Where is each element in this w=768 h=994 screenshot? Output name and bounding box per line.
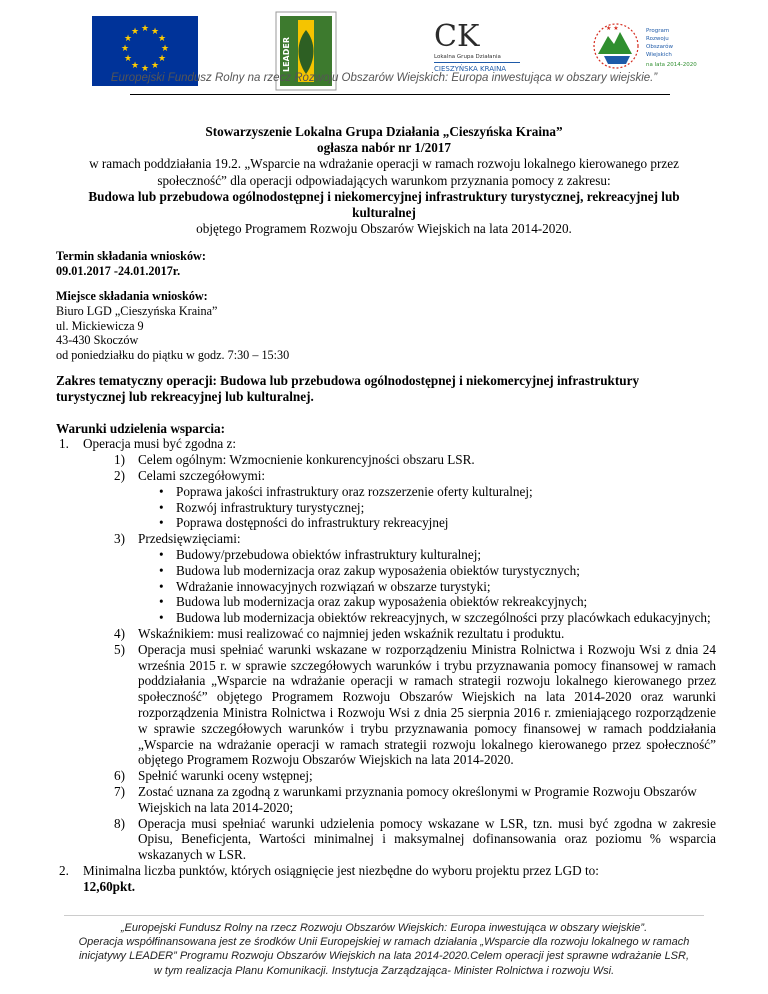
list-item: • Wdrażanie innowacyjnych rozwiązań w obszarze turystyki; [159,578,491,594]
min-points-value: 12,60pkt. [83,878,136,894]
svg-text:★: ★ [160,44,170,54]
svg-text:★: ★ [123,34,133,44]
scope-line-2: turystycznej lub rekreacyjnej lub kulturalnej. [56,388,314,404]
list-item: 4) Wskaźnikiem: musi realizować co najmniej jeden wskaźnik rezultatu i produktu. [114,625,565,641]
list-item: • Poprawa jakości infrastruktury oraz rozszerzenie oferty kulturalnej; [159,483,533,499]
footer [0,921,768,978]
deadline-section [56,249,206,279]
title-programme: objętego Programem Rozwoju Obszarów Wiejskich na lata 2014-2020. [196,221,572,237]
deadline-label: Termin składania wniosków: [56,249,206,263]
min-points-text: Minimalna liczba punktów, których osiągnięcie jest niezbędne do wyboru projektu przez LGD to: [83,862,599,878]
list-item: 8) Operacja musi spełniać warunki udzielenia pomocy wskazane w LSR, tzn. musi być zgodna w zakresie Opisu, Beneficjenta, Wartości minimalnej i maksymalnej dofinansowania oraz poziomu % wsparcia wskazanych w LSR. [114,815,716,863]
scope-line-1: Zakres tematyczny operacji: Budowa lub przebudowa ogólnodostępnej i niekomercyjnej infrastruktury [56,373,640,388]
svg-text:★: ★ [123,54,133,64]
place-street: ul. Mickiewicza 9 [56,318,144,333]
list-item: 1) Celem ogólnym: Wzmocnienie konkurencyjności obszaru LSR. [114,452,475,468]
place-city: 43-430 Skoczów [56,333,139,348]
footer-line-3: inicjatywy LEADER” Programu Rozwoju Obszarów Wiejskich na lata 2014-2020.Celem operacji jest sprawne wdrażanie LSR, [78,950,690,963]
svg-text:Lokalna Grupa Działania: Lokalna Grupa Działania [434,54,501,60]
svg-text:★ ★: ★ ★ [606,25,619,32]
title-measure-line-2: społeczność” dla operacji odpowiadających warunkom przyznania pomocy z zakresu: [157,172,611,188]
svg-text:★: ★ [130,61,140,71]
svg-text:Rozwoju: Rozwoju [646,36,669,42]
title-scope-line-2: kulturalnej [352,205,416,221]
list-item: • Budowy/przebudowa obiektów infrastruktury kulturalnej; [159,546,482,562]
ck-logo [432,14,522,78]
header-motto: Europejski Fundusz Rolny na rzecz Rozwoju Obszarów Wiejskich: Europa inwestująca w obszary wiejskie.” [110,72,658,84]
svg-text:CIESZYŃSKA KRAINA: CIESZYŃSKA KRAINA [434,65,507,73]
title-scope-line-1: Budowa lub przebudowa ogólnodostępnej i niekomercyjnej infrastruktury turystycznej, rekreacyjnej lub [88,188,680,204]
svg-text:Obszarów: Obszarów [646,44,673,50]
svg-text:★: ★ [140,64,150,74]
list-item: 5) Operacja musi spełniać warunki wskazane w rozporządzeniu Ministra Rolnictwa i Rozwoju Wsi z dnia 24 września 2015 r. w sprawie szczegółowych warunków i trybu przyznawania pomocy finansowej w ramach poddziałania „Wsparcie na wdrażanie operacji w ramach strategii rozwoju lokalnego kierowanego przez społeczność” objętego Programem Rozwoju Obszarów Wiejskich na lata 2014-2020 oraz warunki rozporządzenia Ministra Rolnictwa i Rozwoju Wsi z dnia 25 sierpnia 2016 r. zmieniającego rozporządzenie w sprawie szczegółowych warunków i trybu przyznawania pomocy finansowej w ramach poddziałania „Wsparcie na wdrażanie operacji w ramach strategii rozwoju lokalnego kierowanego przez społeczność” objętego Programem Rozwoju Obszarów Wiejskich na lata 2014-2020. [114,641,716,768]
title-measure-line-1: w ramach poddziałania 19.2. „Wsparcie na wdrażanie operacji w ramach rozwoju lokalnego kierowanego przez [89,156,679,172]
logo-bar [0,0,768,72]
place-hours: od poniedziałku do piątku w godz. 7:30 – 15:30 [56,348,290,363]
title-call-number: ogłasza nabór nr 1/2017 [317,140,451,156]
place-section [56,289,289,363]
list-item: 1. Operacja musi być zgodna z: 1) Celem ogólnym: Wzmocnienie konkurencyjności obszaru LSR. 2) Celami szczegółowymi: • Poprawa jakości infrastruktury oraz rozszerzenie oferty kulturalnej; • Rozwój infrastruktury turystycznej; • Poprawa dostępności do infrastruktury rekreacyjnej 3) Przedsięwzięciami: • Budowy/przebudowa obiektów infrastruktury kulturalnej; • Budowa lub modernizacja oraz zakup wyposażenia obiektów turystycznych; • Wdrażanie innowacyjnych rozwiązań w obszarze turystyki; • Budowa lub modernizacja oraz zakup wyposażenia obiektów rekreakcyjnych; • Budowa lub modernizacja obiektów rekreacyjnych, w szczególności przy placówkach edukacyjnych; 4) Wskaźnikiem: musi realizować co najmniej jeden wskaźnik rezultatu i produktu. 5) Operacja musi spełniać warunki wskazane w rozporządzeniu Ministra Rolnictwa i Rozwoju Wsi z dnia 24 września 2015 r. w sprawie szczegółowych warunków i trybu przyznawania pomocy finansowej w ramach poddziałania „Wsparcie na wdrażanie operacji w ramach strategii rozwoju lokalnego kierowanego przez społeczność” objętego Programem Rozwoju Obszarów Wiejskich na lata 2014-2020 oraz warunki rozporządzenia Ministra Rolnictwa i Rozwoju Wsi z dnia 25 sierpnia 2016 r. zmieniającego rozporządzenie w sprawie szczegółowych warunków i trybu przyznawania pomocy finansowej w ramach poddziałania „Wsparcie na wdrażanie operacji w ramach strategii rozwoju lokalnego kierowanego przez społeczność” objętego Programem Rozwoju Obszarów Wiejskich na lata 2014-2020. 6) Spełnić warunki oceny wstępnej; 7) Zostać uznana za zgodną z warunkami przyznania pomocy określonymi w Programie Rozwoju Obszarów Wiejskich na lata 2014-2020; 8) Operacja musi spełniać warunki udzielenia pomocy wskazane w LSR, tzn. musi być zgodna w zakresie Opisu, Beneficjenta, Wartości minimalnej i maksymalnej dofinansowania oraz poziomu % wsparcia wskazanych w LSR. [56,436,716,863]
svg-text:Program: Program [646,28,670,34]
main-content [56,373,716,895]
list-item: 2) Celami szczegółowymi: • Poprawa jakości infrastruktury oraz rozszerzenie oferty kulturalnej; • Rozwój infrastruktury turystycznej; • Poprawa dostępności do infrastruktury rekreacyjnej [56,468,716,531]
title-organization: Stowarzyszenie Lokalna Grupa Działania „Cieszyńska Kraina” [205,124,563,139]
footer-divider [64,915,704,916]
svg-text:★: ★ [130,27,140,37]
list-item: 2. Minimalna liczba punktów, których osiągnięcie jest niezbędne do wyboru projektu przez LGD to: 12,60pkt. [56,863,716,895]
list-item: • Rozwój infrastruktury turystycznej; [159,499,365,515]
svg-text:CK: CK [434,19,480,54]
footer-line-4: w tym realizacja Planu Komunikacji. Instytucja Zarządzająca- Minister Rolnictwa i rozwoju Wsi. [153,964,615,977]
svg-text:★: ★ [120,44,130,54]
list-item: • Budowa lub modernizacja oraz zakup wyposażenia obiektów rekreakcyjnych; [159,594,588,610]
svg-text:★: ★ [140,24,150,34]
list-item: • Budowa lub modernizacja oraz zakup wyposażenia obiektów turystycznych; [159,562,580,578]
footer-line-2: Operacja współfinansowana jest ze środków Unii Europejskiej w ramach działania „Wsparcie dla rozwoju lokalnego w ramach [78,936,690,949]
list-item: • Budowa lub modernizacja obiektów rekreacyjnych, w szczególności przy placówkach edukacyjnych; [159,610,711,626]
announcement-title [40,124,728,237]
footer-line-1: „Europejski Fundusz Rolny na rzecz Rozwoju Obszarów Wiejskich: Europa inwestująca w obszary wiejskie”. [120,922,648,934]
svg-text:★: ★ [157,54,167,64]
list-item: • Poprawa dostępności do infrastruktury rekreacyjnej [159,515,449,531]
list-item: 7) Zostać uznana za zgodną z warunkami przyznania pomocy określonymi w Programie Rozwoju Obszarów Wiejskich na lata 2014-2020; [114,783,697,815]
header-divider [130,94,670,95]
conditions-list [56,436,716,894]
deadline-value: 09.01.2017 -24.01.2017r. [56,263,181,278]
list-item: 3) Przedsięwzięciami: • Budowy/przebudowa obiektów infrastruktury kulturalnej; • Budowa lub modernizacja oraz zakup wyposażenia obiektów turystycznych; • Wdrażanie innowacyjnych rozwiązań w obszarze turystyki; • Budowa lub modernizacja oraz zakup wyposażenia obiektów rekreakcyjnych; • Budowa lub modernizacja obiektów rekreacyjnych, w szczególności przy placówkach edukacyjnych; [56,531,716,626]
svg-text:na lata 2014-2020: na lata 2014-2020 [646,62,697,68]
svg-text:★: ★ [150,27,160,37]
svg-text:Wiejskich: Wiejskich [646,52,672,58]
place-label: Miejsce składania wniosków: [56,289,208,303]
conditions-heading: Warunki udzielenia wsparcia: [56,420,226,436]
list-item: 6) Spełnić warunki oceny wstępnej; [114,768,313,784]
place-office: Biuro LGD „Cieszyńska Kraina” [56,303,218,318]
svg-text:★: ★ [157,34,167,44]
leader-logo-text: LEADER [282,36,291,72]
svg-text:★: ★ [150,61,160,71]
